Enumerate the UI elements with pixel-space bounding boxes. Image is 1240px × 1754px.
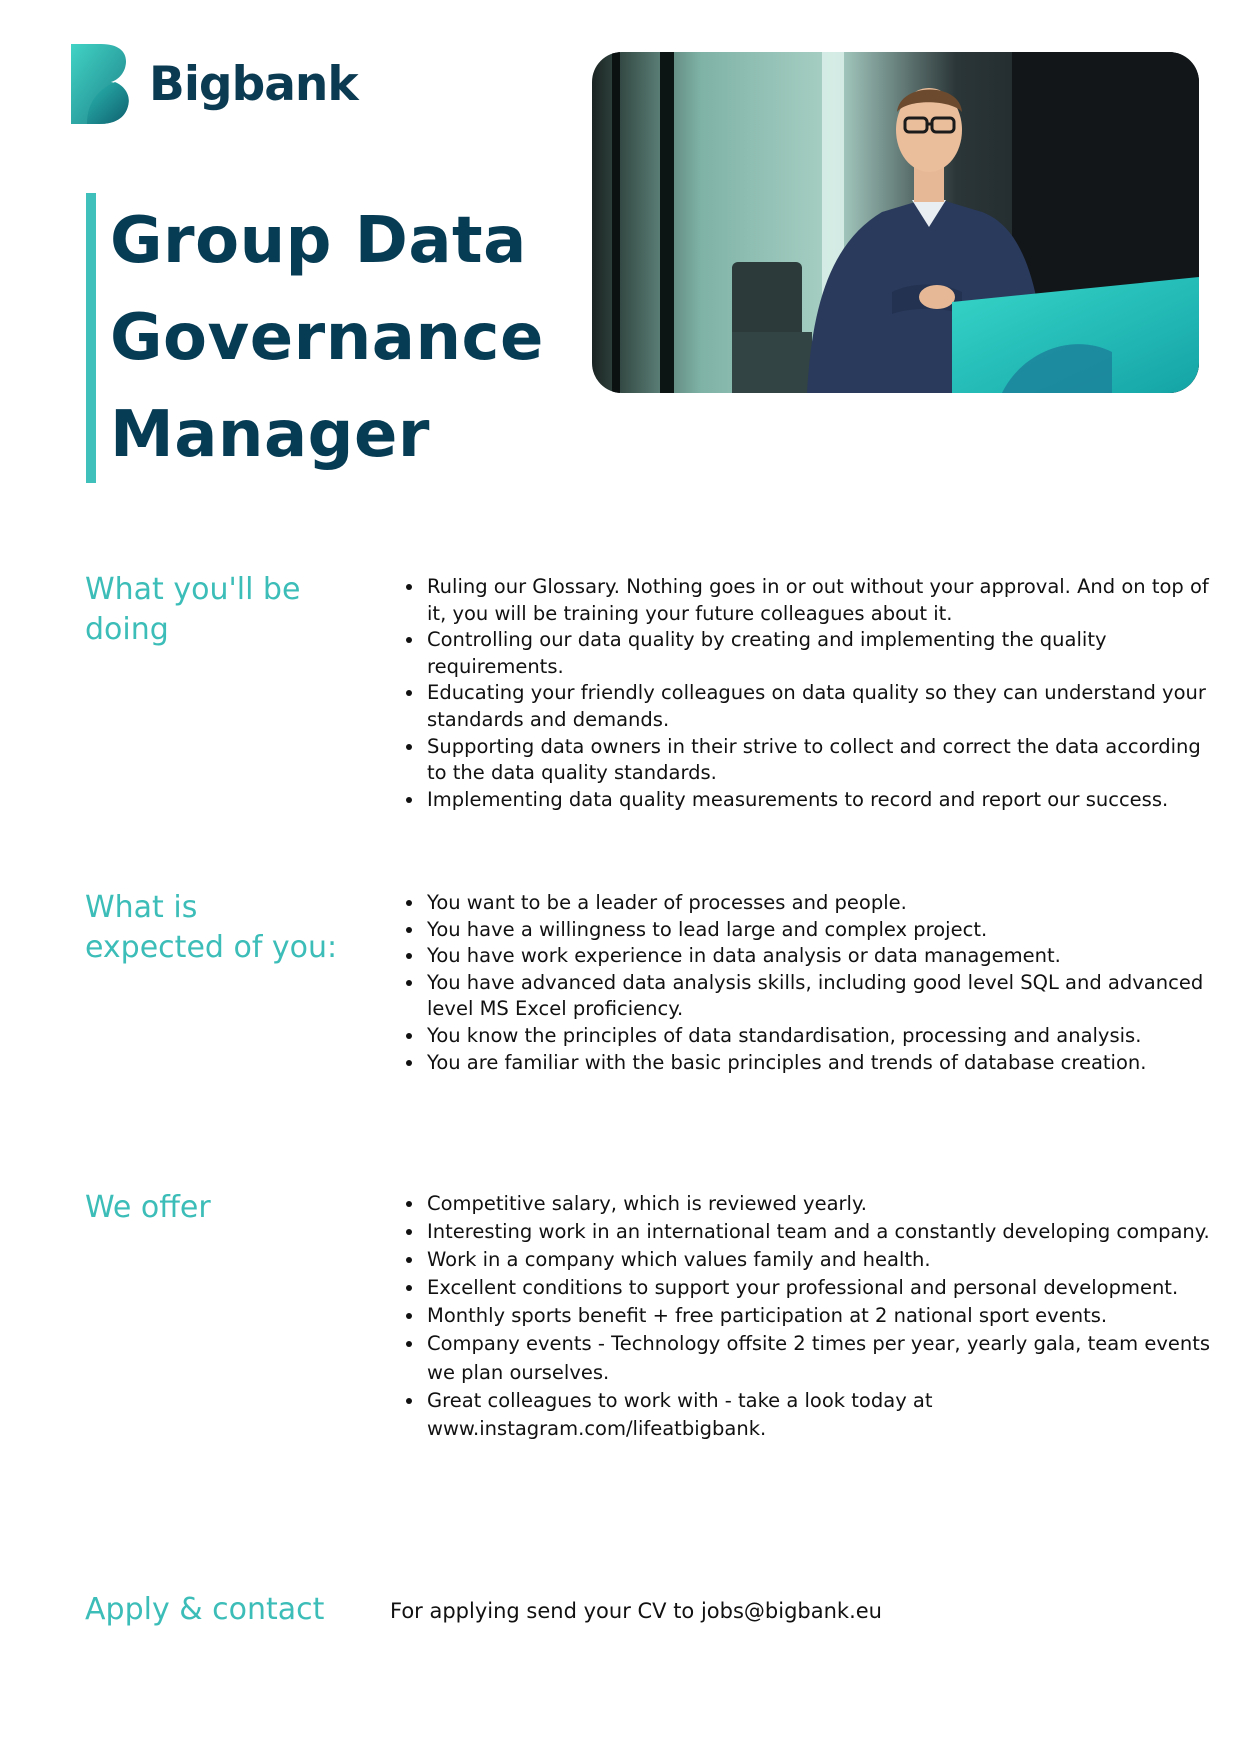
- list-item: • Controlling our data quality by creating and implementing the quality requirements.: [425, 627, 1225, 680]
- expected-list: [396, 890, 1225, 1076]
- section-label-apply: Apply & contact: [85, 1592, 325, 1627]
- section-label-expected: [85, 888, 337, 968]
- portrait-photo-image: [592, 52, 1199, 393]
- brand-name: Bigbank: [149, 56, 358, 112]
- list-item: • Interesting work in an international team and a constantly developing company.: [425, 1218, 1225, 1246]
- list-item: • You are familiar with the basic principles and trends of database creation.: [425, 1050, 1225, 1077]
- list-item: • Implementing data quality measurements to record and report our success.: [425, 787, 1225, 814]
- list-item: • Excellent conditions to support your professional and personal development.: [425, 1274, 1225, 1302]
- list-item: • Supporting data owners in their strive to collect and correct the data according to the data quality standards.: [425, 734, 1225, 787]
- job-title-line: Governance: [110, 301, 544, 375]
- section-label-line: expected of you:: [85, 930, 338, 965]
- list-item: • Great colleagues to work with - take a look today at www.instagram.com/lifeatbigbank.: [425, 1387, 1225, 1443]
- list-item: • Work in a company which values family and health.: [425, 1246, 1225, 1274]
- job-title-line: Manager: [110, 398, 430, 472]
- list-item: • You know the principles of data standardisation, processing and analysis.: [425, 1023, 1225, 1050]
- list-item: • You have a willingness to lead large and complex project.: [425, 917, 1225, 944]
- portrait-photo: [592, 52, 1199, 393]
- section-label-line: We offer: [85, 1190, 211, 1225]
- list-item: • You have work experience in data analysis or data management.: [425, 943, 1225, 970]
- list-item: • Monthly sports benefit + free participation at 2 national sport events.: [425, 1302, 1225, 1330]
- section-label-line: What is: [85, 890, 198, 925]
- list-item: • Competitive salary, which is reviewed yearly.: [425, 1190, 1225, 1218]
- section-label-doing: [85, 570, 300, 650]
- list-item: • Company events - Technology offsite 2 times per year, yearly gala, team events we plan ourselves.: [425, 1330, 1225, 1386]
- section-label-offer: [85, 1188, 211, 1228]
- apply-instructions: For applying send your CV to jobs@bigbank.eu: [390, 1599, 882, 1623]
- doing-list: [396, 574, 1225, 813]
- list-item: • Educating your friendly colleagues on data quality so they can understand your standards and demands.: [425, 680, 1225, 733]
- job-title-line: Group Data: [110, 204, 527, 278]
- section-label-line: doing: [85, 612, 169, 647]
- job-title: [86, 193, 544, 483]
- list-item: • You want to be a leader of processes and people.: [425, 890, 1225, 917]
- bigbank-logo: [71, 44, 358, 124]
- bigbank-logo-icon: [71, 44, 131, 124]
- offer-list: [396, 1190, 1225, 1443]
- list-item: • You have advanced data analysis skills, including good level SQL and advanced level MS Excel proficiency.: [425, 970, 1225, 1023]
- section-label-line: What you'll be: [85, 572, 301, 607]
- list-item: • Ruling our Glossary. Nothing goes in or out without your approval. And on top of it, you will be training your future colleagues about it.: [425, 574, 1225, 627]
